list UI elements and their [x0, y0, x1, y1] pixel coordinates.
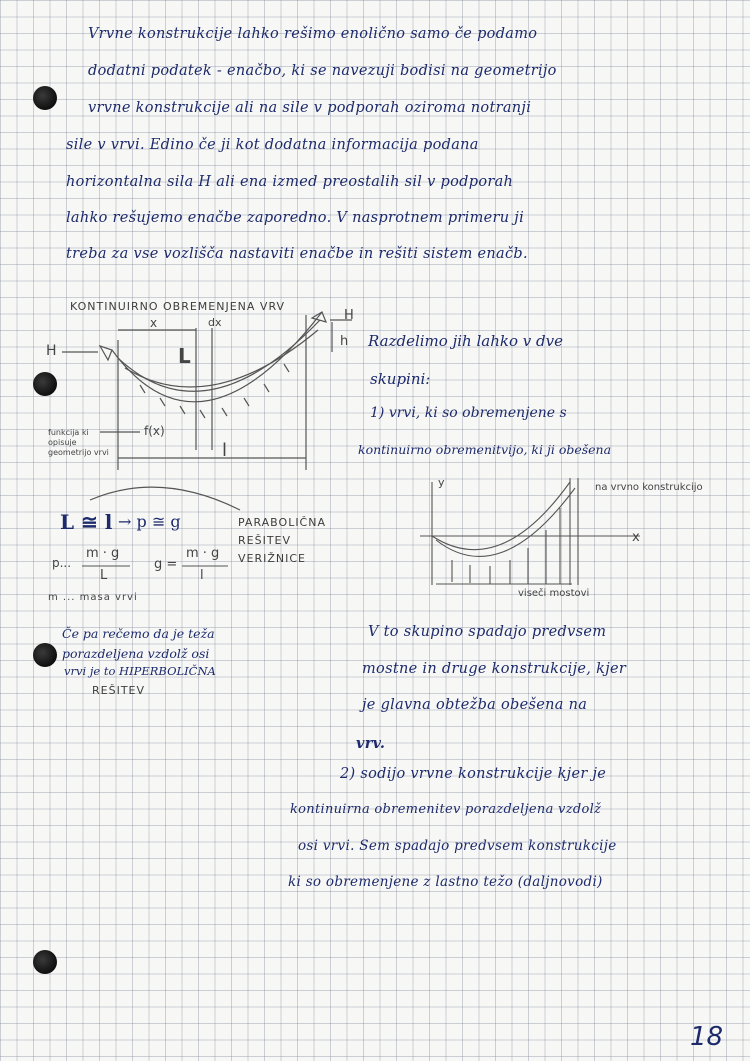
label-bridges: viseči mostovi [518, 588, 590, 599]
group1-line: je glavna obtežba obešena na [362, 697, 588, 713]
text-line: lahko rešujemo enačbe zaporedno. V nasprotnem primeru ji [66, 210, 525, 226]
label-h: h [340, 334, 349, 349]
formula-approx: L ≅ l [60, 510, 113, 534]
label-L: L [178, 344, 191, 368]
label-dx: dx [208, 316, 222, 329]
label-h-right: H [344, 308, 354, 323]
text-line: vrvne konstrukcije ali na sile v podporah oziroma notranji [88, 100, 532, 116]
label-h-left: H [46, 343, 57, 359]
hyperbolic-note-3: vrvi je to HIPERBOLIČNA [64, 664, 216, 678]
text-line: dodatni podatek - enačbo, ki se navezuji bodisi na geometrijo [88, 63, 557, 79]
formula-arrow: → p ≅ g [118, 512, 181, 531]
label-l: l [222, 440, 228, 461]
formula-g-denominator: l [200, 568, 204, 583]
group2-line: osi vrvi. Sem spadajo predvsem konstrukcije [298, 838, 617, 854]
groups-intro-cont: skupini: [370, 370, 431, 388]
text-line: treba za vse vozlišča nastaviti enačbe in rešiti sistem enačb. [66, 246, 528, 262]
hyperbolic-note-2: porazdeljena vzdolž osi [62, 646, 210, 661]
text-line: horizontalna sila H ali ena izmed preostalih sil v podporah [66, 174, 514, 190]
page-number: 18 [690, 1022, 724, 1052]
group1-line: V to skupino spadajo predvsem [368, 624, 607, 640]
formula-p-denominator: L [100, 568, 108, 583]
hyperbolic-note-1: Če pa rečemo da je teža [62, 626, 215, 641]
formula-p-label: p... [52, 556, 72, 570]
mass-definition: m ... masa vrvi [48, 592, 138, 603]
group1-heading: 1) vrvi, ki so obremenjene s [370, 405, 567, 421]
groups-intro: Razdelimo jih lahko v dve [368, 332, 563, 350]
group1-cont: kontinuirno obremenitvijo, ki ji obešena [358, 442, 612, 457]
formula-g-label: g = [154, 557, 178, 572]
group2-line: 2) sodijo vrvne konstrukcije kjer je [340, 766, 607, 782]
label-fx: f(x) [144, 424, 165, 438]
label-y: y [438, 476, 445, 489]
diagram-left-title: KONTINUIRNO OBREMENJENA VRV [70, 300, 286, 313]
group1-line: mostne in druge konstrukcije, kjer [362, 661, 627, 677]
text-line: sile v vrvi. Edino če ji kot dodatna informacija podana [66, 137, 479, 153]
label-x: x [150, 316, 158, 330]
hyperbolic-note-4: REŠITEV [92, 684, 146, 697]
text-line: Vrvne konstrukcije lahko rešimo enolično samo če podamo [88, 26, 538, 42]
group2-line: ki so obremenjene z lastno težo (daljnovodi) [288, 874, 603, 890]
geometry-note: funkcija ki opisuje geometrijo vrvi [48, 428, 109, 457]
group2-line: kontinuirna obremenitev porazdeljena vzdolž [290, 802, 602, 817]
formula-p-numerator: m · g [86, 546, 120, 561]
parabolic-solution: PARABOLIČNA REŠITEV VERIŽNICE [238, 516, 326, 565]
formula-g-numerator: m · g [186, 546, 220, 561]
label-on-rope: na vrvno konstrukcijo [595, 482, 703, 493]
group1-line: vrv. [356, 735, 386, 752]
label-x-right: x [632, 530, 640, 545]
